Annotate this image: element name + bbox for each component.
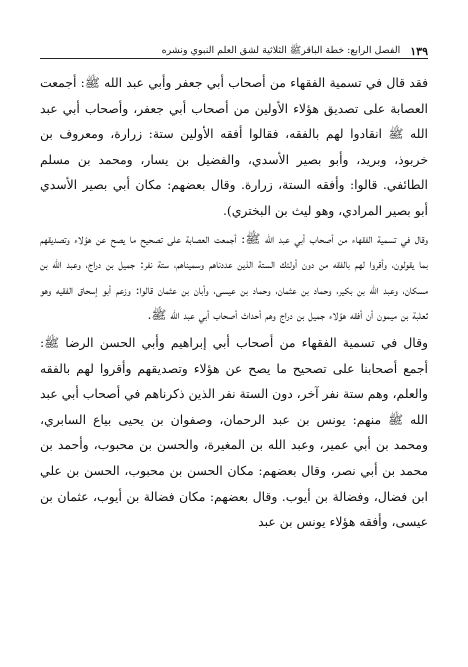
page-header	[40, 38, 428, 59]
paragraph-text: وقال في تسمية الفقهاء من أصحاب أبي إبراهيم وأبي الحسن الرضا ﷺ: أجمع أصحابنا على تصحيح ما يصح عن هؤلاء وتصديقهم وأقروا لهم بالفقه والعلم، وهم ستة نفر آخر، دون الستة نفر الذين ذكرناهم في أصحاب أبي عبد الله ﷺ منهم: يونس بن عبد الرحمان، وصفوان بن يحيى بياع السابري، ومحمد بن أبي عمير، وعبد الله بن المغيرة، والحسن بن محبوب، وأحمد بن محمد بن أبي نصر، وقال بعضهم: مكان الحسن بن محبوب، الحسن بن علي ابن فضال، وفضالة بن أيوب. وقال بعضهم: مكان فضالة بن أيوب، عثمان بن عيسى، وأفقه هؤلاء يونس بن عبد	[40, 334, 428, 530]
paragraph	[40, 330, 428, 535]
paragraph-text: فقد قال في تسمية الفقهاء من أصحاب أبي جعفر وأبي عبد الله ﷺ: أجمعت العصابة على تصديق هؤلاء الأولين من أصحاب أبي جعفر، وأصحاب أبي عبد الله ﷺ انقادوا لهم بالفقه، فقالوا أفقه الأولين ستة: زرارة، ومعروف بن خربوذ، وبريد، وأبو بصير الأسدي، والفضيل بن يسار، ومحمد بن مسلم الطائفي. قالوا: وأفقه الستة، زرارة. وقال بعضهم: مكان أبي بصير الأسدي أبو بصير المرادي، وهو ليث بن البختري).	[40, 75, 428, 218]
body-text	[40, 70, 428, 649]
paragraph-text: وقال في تسمية الفقهاء من أصحاب أبي عبد الله ﷺ: أجمعت العصابة على تصحيح ما يصح عن هؤلاء وتصديقهم بما يقولون، وأقروا لهم بالفقه من دون أولئك الستة الذين عددناهم وسميناهم، ستة نفر: جميل بن دراج، وعبد الله بن مسكان، وعبد الله بن بكير، وحماد بن عثمان، وحماد بن عيسى، وأبان بن عثمان قالوا: وزعم أبو إسحاق الفقيه وهو ثعلبة بن ميمون أن أفقه هؤلاء جميل بن دراج وهم أحداث أصحاب أبي عبد الله ﷺ.	[40, 230, 428, 323]
paragraph	[40, 226, 428, 328]
chapter-title: الفصل الرابع: خطة الباقرﷺ الثلاثية لشق العلم النبوي ونشره	[161, 45, 401, 56]
paragraph	[40, 70, 428, 224]
page-number: ١٣٩	[410, 45, 428, 58]
